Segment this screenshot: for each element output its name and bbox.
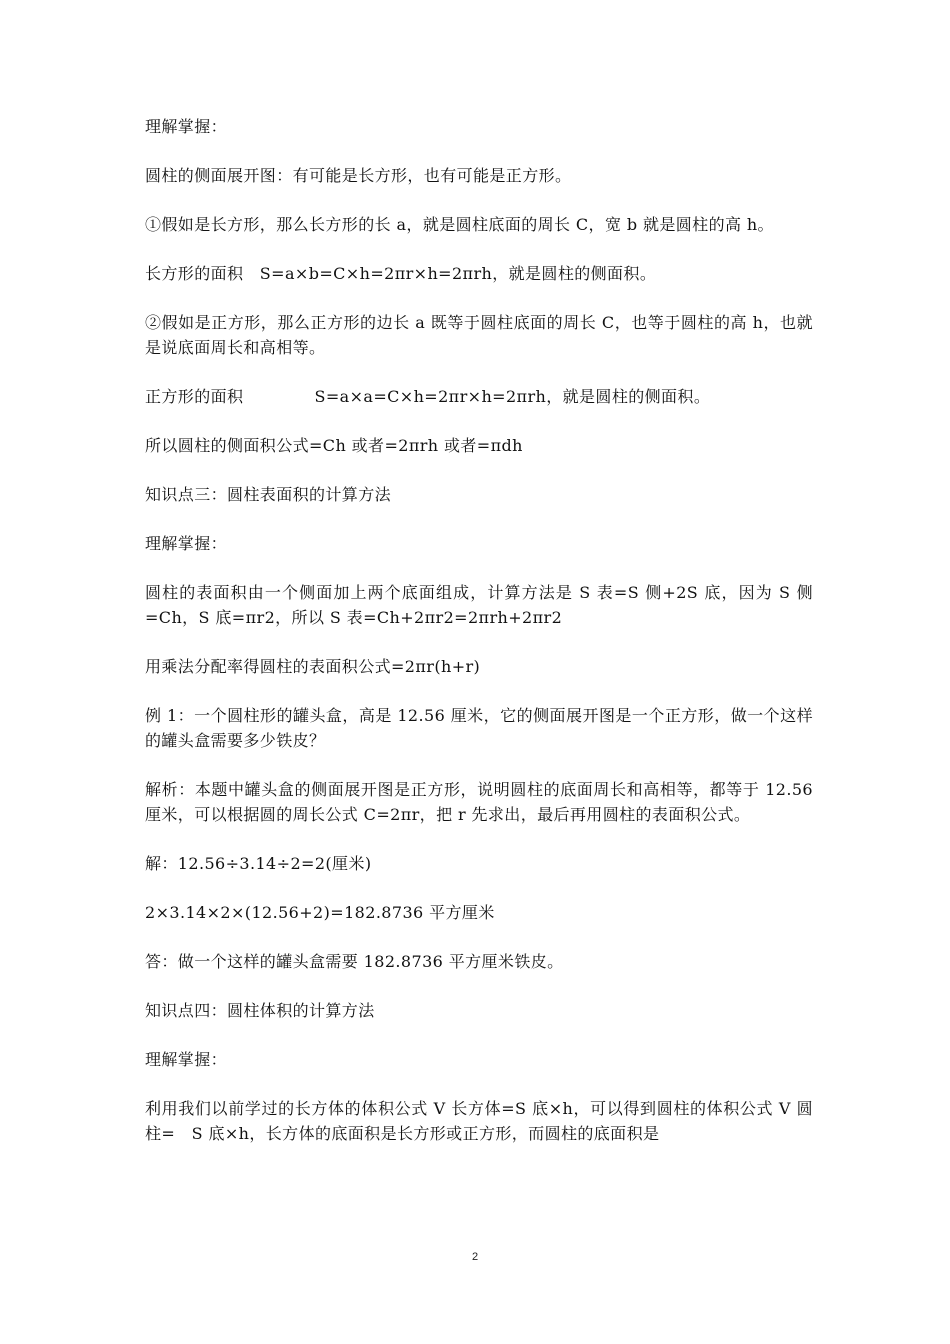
paragraph-5: ②假如是正方形，那么正方形的边长 a 既等于圆柱底面的周长 C，也等于圆柱的高 h，也就是说底面周长和高相等。 <box>145 313 813 357</box>
paragraph-19: 利用我们以前学过的长方体的体积公式 V 长方体=S 底×h，可以得到圆柱的体积公式 V 圆柱= S 底×h，长方体的底面积是长方形或正方形，而圆柱的底面积是 <box>145 1099 813 1143</box>
paragraph-4: 长方形的面积 S=a×b=C×h=2πr×h=2πrh，就是圆柱的侧面积。 <box>145 264 657 283</box>
paragraph-3: ①假如是长方形，那么长方形的长 a，就是圆柱底面的周长 C，宽 b 就是圆柱的高 h。 <box>145 215 774 234</box>
example-1-solution-step-1: 解：12.56÷3.14÷2=2(厘米) <box>145 854 372 873</box>
example-1-analysis: 解析：本题中罐头盒的侧面展开图是正方形，说明圆柱的底面周长和高相等，都等于 12.56 厘米，可以根据圆的周长公式 C=2πr，把 r 先求出，最后再用圆柱的表面积公式。 <box>145 780 813 824</box>
page-number: 2 <box>471 1251 479 1263</box>
paragraph-11: 用乘法分配率得圆柱的表面积公式=2πr(h+r) <box>145 657 481 676</box>
paragraph-2: 圆柱的侧面展开图：有可能是长方形，也有可能是正方形。 <box>145 166 572 185</box>
paragraph-7: 所以圆柱的侧面积公式=Ch 或者=2πrh 或者=πdh <box>145 436 523 455</box>
section-heading-4: 知识点四：圆柱体积的计算方法 <box>145 1001 375 1020</box>
paragraph-1: 理解掌握： <box>145 117 228 136</box>
example-1-question: 例 1：一个圆柱形的罐头盒，高是 12.56 厘米，它的侧面展开图是一个正方形，做一个这样的罐头盒需要多少铁皮？ <box>145 706 813 750</box>
example-1-solution-step-2: 2×3.14×2×(12.56+2)=182.8736 平方厘米 <box>145 903 495 922</box>
document-body <box>145 114 813 1170</box>
section-heading-3: 知识点三：圆柱表面积的计算方法 <box>145 485 392 504</box>
paragraph-9: 理解掌握： <box>145 534 228 553</box>
paragraph-6: 正方形的面积 S=a×a=C×h=2πr×h=2πrh，就是圆柱的侧面积。 <box>145 387 711 406</box>
example-1-answer: 答：做一个这样的罐头盒需要 182.8736 平方厘米铁皮。 <box>145 952 564 971</box>
paragraph-10: 圆柱的表面积由一个侧面加上两个底面组成，计算方法是 S 表=S 侧+2S 底，因为 S 侧=Ch，S 底=πr2，所以 S 表=Ch+2πr2=2πrh+2πr2 <box>145 583 813 627</box>
paragraph-18: 理解掌握： <box>145 1050 228 1069</box>
